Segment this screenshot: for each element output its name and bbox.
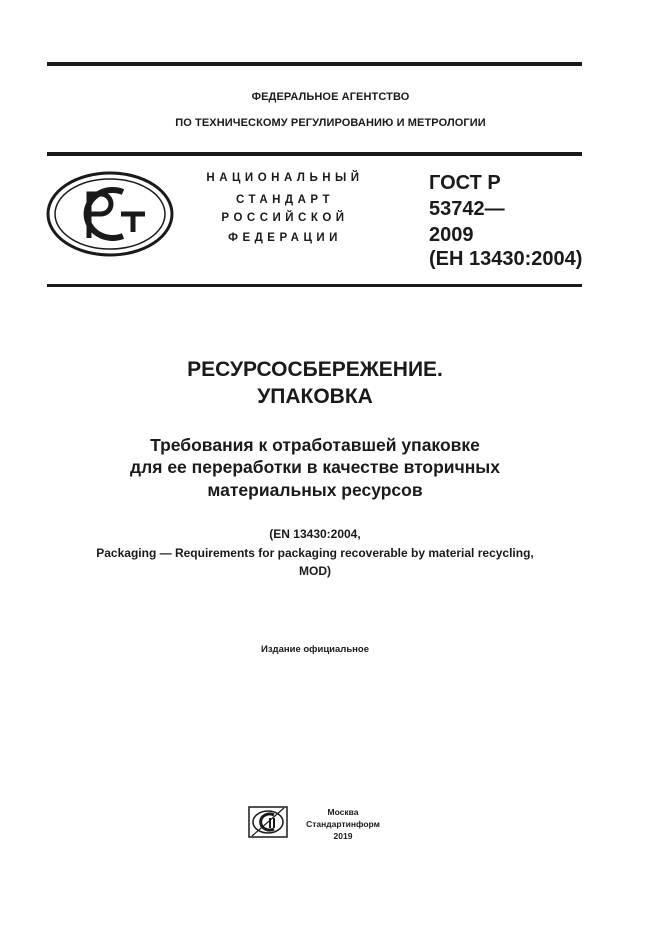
edition-label: Издание официальное: [261, 644, 369, 655]
reference-line-3: MOD): [299, 564, 331, 578]
rst-conformity-mark-icon: [45, 170, 175, 258]
designation-line-1: ГОСТ Р: [429, 172, 501, 194]
national-line-3: РОССИЙСКОЙ: [221, 212, 349, 224]
title-line-2: УПАКОВКА: [257, 385, 373, 408]
standartinform-logo-icon: [248, 806, 288, 838]
subtitle-line-3: материальных ресурсов: [207, 480, 423, 500]
designation-line-4: (ЕН 13430:2004): [429, 248, 583, 270]
agency-line-1: ФЕДЕРАЛЬНОЕ АГЕНТСТВО: [251, 91, 410, 103]
designation-line-3: 2009: [429, 224, 474, 246]
header-rule: [47, 152, 582, 156]
publisher-year: 2019: [333, 831, 353, 841]
national-line-1: НАЦИОНАЛЬНЫЙ: [206, 172, 364, 184]
block-rule: [47, 284, 582, 287]
reference-line-1: (EN 13430:2004,: [269, 527, 361, 541]
top-rule: [47, 62, 582, 66]
agency-line-2: ПО ТЕХНИЧЕСКОМУ РЕГУЛИРОВАНИЮ И МЕТРОЛОГИИ: [175, 117, 486, 129]
publisher-city: Москва: [327, 807, 359, 817]
national-line-4: ФЕДЕРАЦИИ: [228, 232, 342, 244]
title-line-1: РЕСУРСОСБЕРЕЖЕНИЕ.: [187, 358, 443, 381]
designation-line-2: 53742—: [429, 198, 505, 220]
publisher-name: Стандартинформ: [306, 819, 380, 829]
national-line-2: СТАНДАРТ: [236, 194, 334, 206]
subtitle-line-2: для ее переработки в качестве вторичных: [130, 457, 500, 477]
reference-line-2: Packaging — Requirements for packaging recoverable by material recycling,: [96, 546, 534, 560]
subtitle-line-1: Требования к отработавшей упаковке: [150, 435, 480, 455]
